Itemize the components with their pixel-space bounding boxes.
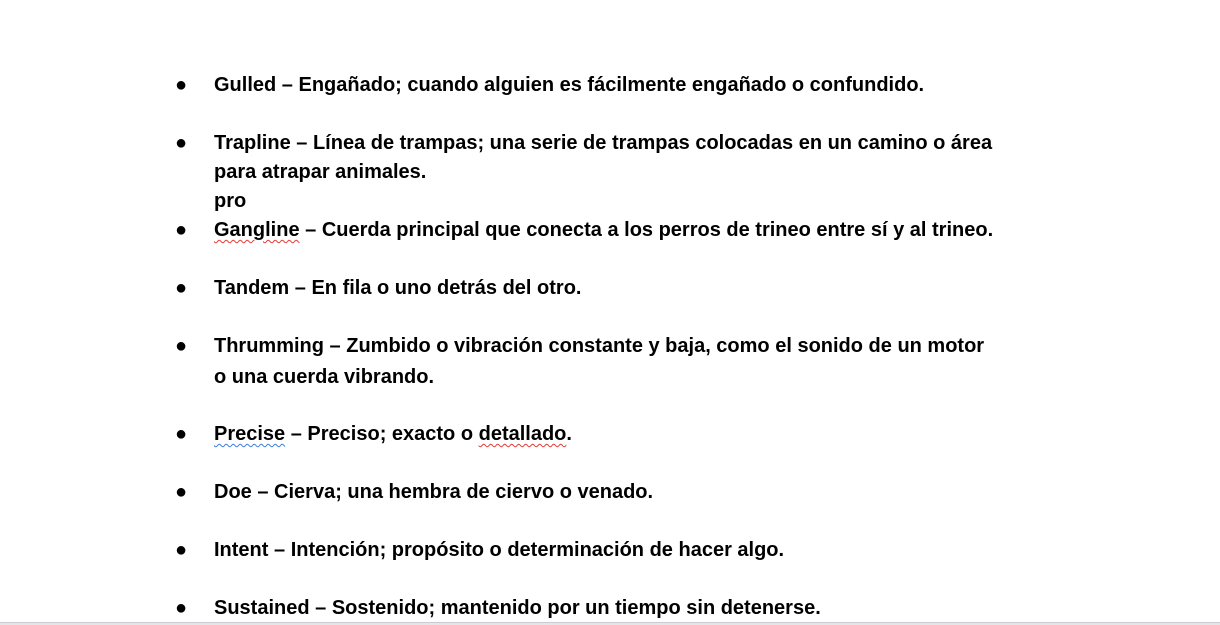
- definition: Intención; propósito o determinación de hacer algo.: [290, 539, 785, 561]
- separator: –: [251, 481, 275, 503]
- term: Intent: [214, 539, 269, 561]
- separator: –: [289, 277, 312, 299]
- definition: Preciso; exacto o: [307, 423, 479, 445]
- separator: –: [299, 219, 322, 241]
- stray-text: pro: [214, 190, 247, 212]
- bullet-icon: ●: [175, 277, 188, 299]
- term: Doe: [214, 481, 252, 503]
- term: Thrumming: [214, 335, 324, 357]
- term: Trapline: [214, 132, 291, 154]
- list-item-text[interactable]: [214, 71, 1084, 100]
- definition: Zumbido o vibración constante y baja, como el sonido de un motor: [346, 335, 985, 357]
- term: Gulled: [214, 74, 277, 96]
- definition: Cierva; una hembra de ciervo o venado.: [274, 481, 654, 503]
- definition-word-misspelled[interactable]: detallado: [478, 423, 567, 445]
- definition: Cuerda principal que conecta a los perros de trineo entre sí y al trineo.: [321, 219, 994, 241]
- separator: –: [268, 539, 291, 561]
- list-item-text[interactable]: [214, 594, 1084, 623]
- term-misspelled[interactable]: Gangline: [214, 219, 300, 241]
- definition: Engañado; cuando alguien es fácilmente engañado o confundido.: [298, 74, 925, 96]
- separator: –: [276, 74, 299, 96]
- list-item-text[interactable]: [214, 216, 1084, 245]
- bullet-icon: ●: [175, 132, 188, 154]
- separator: –: [285, 423, 308, 445]
- definition-continuation: o una cuerda vibrando.: [214, 366, 435, 388]
- definition-continuation: para atrapar animales.: [214, 161, 427, 183]
- separator: –: [324, 335, 347, 357]
- list-item-text[interactable]: [214, 420, 1084, 449]
- bullet-icon: ●: [175, 219, 188, 241]
- definition: En fila o uno detrás del otro.: [311, 277, 582, 299]
- bullet-icon: ●: [175, 481, 188, 503]
- list-item-text[interactable]: [214, 274, 1084, 303]
- bullet-icon: ●: [175, 423, 188, 445]
- definition: Sostenido; mantenido por un tiempo sin detenerse.: [331, 597, 821, 619]
- list-item-text[interactable]: [214, 129, 1084, 216]
- definition-end: .: [566, 423, 572, 445]
- separator: –: [309, 597, 332, 619]
- bullet-icon: ●: [175, 597, 188, 619]
- term-grammar-flag[interactable]: Precise: [214, 423, 286, 445]
- list-item-text[interactable]: [214, 536, 1084, 565]
- list-item-text[interactable]: [214, 332, 1084, 392]
- list-item-text[interactable]: [214, 478, 1084, 507]
- term: Tandem: [214, 277, 290, 299]
- separator: –: [290, 132, 313, 154]
- bullet-icon: ●: [175, 74, 188, 96]
- bullet-icon: ●: [175, 539, 188, 561]
- term: Sustained: [214, 597, 310, 619]
- bullet-icon: ●: [175, 335, 188, 357]
- definition: Línea de trampas; una serie de trampas colocadas en un camino o área: [312, 132, 993, 154]
